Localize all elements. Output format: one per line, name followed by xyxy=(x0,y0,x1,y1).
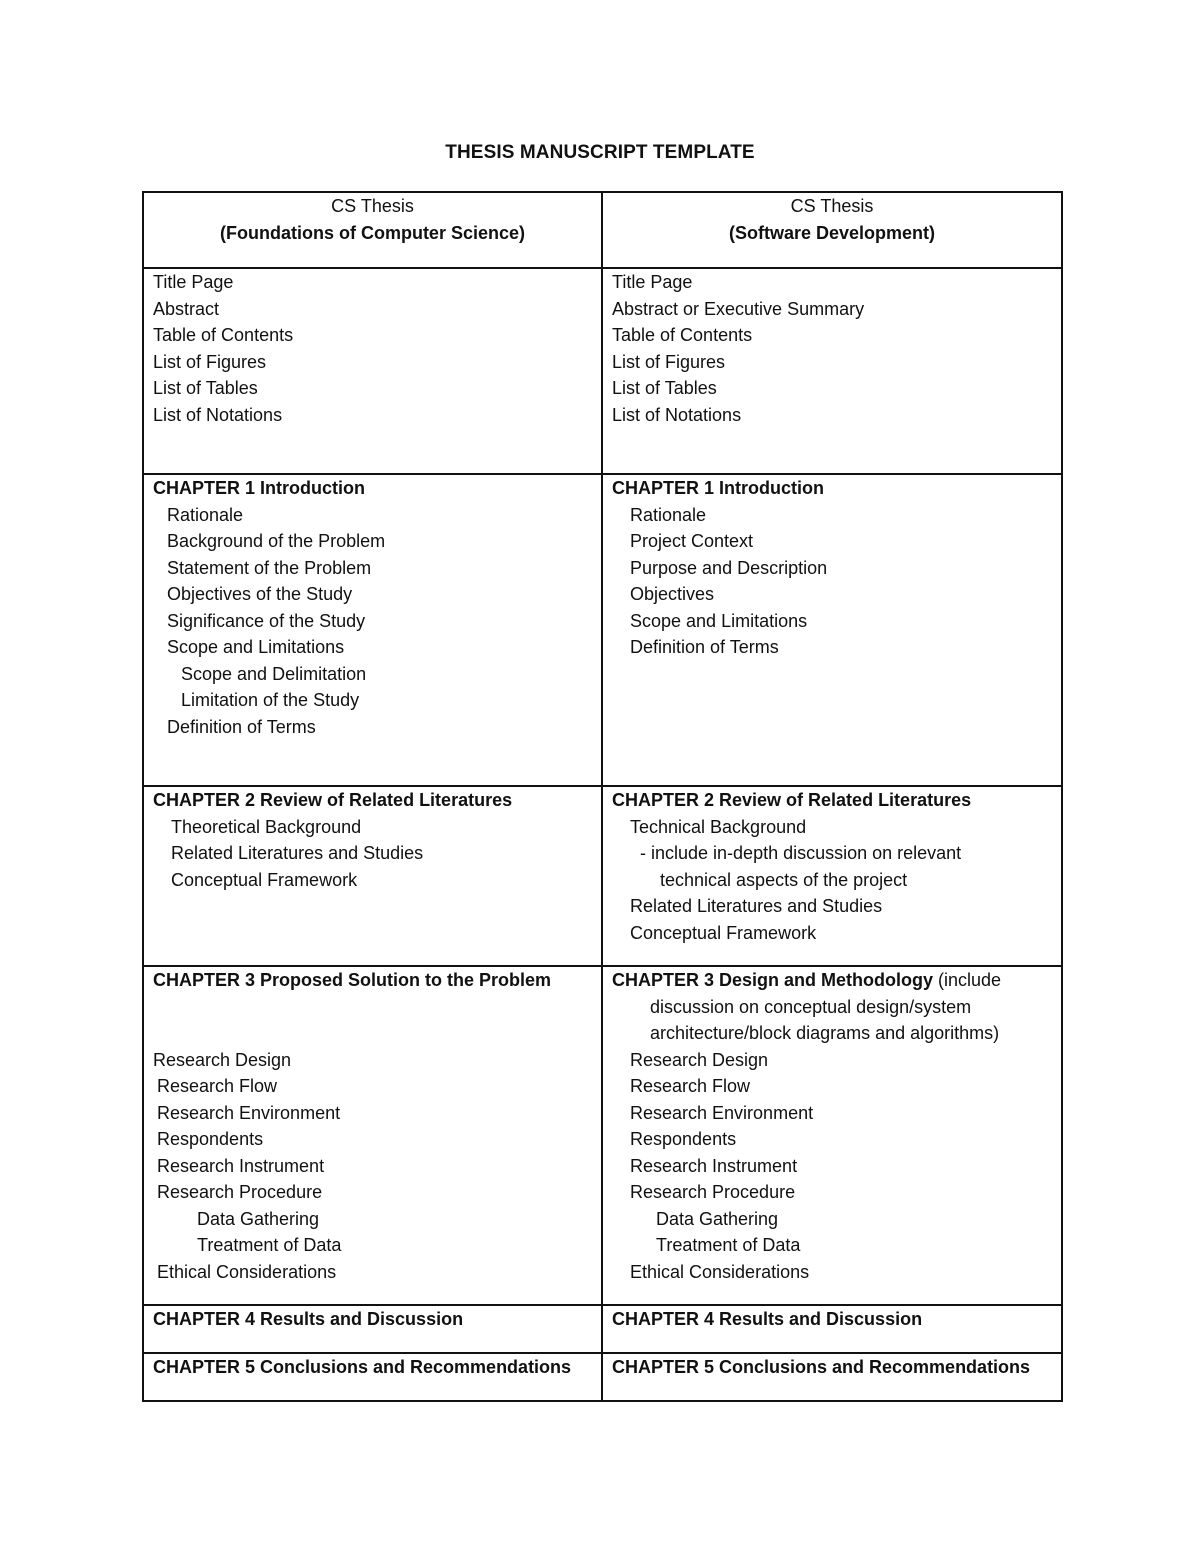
list-item: Conceptual Framework xyxy=(630,922,817,943)
chapter-title: CHAPTER 2 Review of Related Literatures xyxy=(153,790,513,810)
column-header-track: (Foundations of Computer Science) xyxy=(219,222,525,243)
list-item: List of Tables xyxy=(153,378,258,398)
chapter-title: CHAPTER 3 Design and Methodology xyxy=(612,970,934,990)
chapter-title: CHAPTER 5 Conclusions and Recommendations xyxy=(153,1357,572,1377)
list-item: Title Page xyxy=(153,272,234,292)
list-item: Definition of Terms xyxy=(167,716,316,737)
chapter-5-cell-software xyxy=(602,1353,1062,1401)
list-item: Ethical Considerations xyxy=(630,1261,810,1282)
list-item: Rationale xyxy=(630,504,707,525)
spacer xyxy=(153,994,592,1047)
list-item: List of Tables xyxy=(612,378,717,398)
chapter-3-cell-software xyxy=(602,966,1062,1305)
chapter-1-cell-foundations xyxy=(143,474,602,786)
list-item: Abstract xyxy=(153,298,220,319)
chapter-title: CHAPTER 5 Conclusions and Recommendations xyxy=(612,1357,1031,1377)
chapter-4-cell-foundations xyxy=(143,1305,602,1353)
list-item: Research Design xyxy=(630,1049,769,1070)
list-item: Scope and Limitations xyxy=(167,637,345,657)
chapter-title: CHAPTER 4 Results and Discussion xyxy=(153,1309,464,1329)
front-matter-cell-software xyxy=(602,268,1062,474)
chapter-1-cell-software xyxy=(602,474,1062,786)
thesis-template-table xyxy=(142,191,1063,1402)
list-item: Research Instrument xyxy=(630,1155,798,1176)
list-item: Related Literatures and Studies xyxy=(171,843,424,863)
list-item: Respondents xyxy=(630,1129,737,1149)
note-text: discussion on conceptual design/system xyxy=(650,996,972,1017)
list-item: Significance of the Study xyxy=(167,610,366,631)
list-item: Respondents xyxy=(157,1129,264,1149)
chapter-1-row xyxy=(143,474,1062,786)
note-text: architecture/block diagrams and algorithms) xyxy=(650,1023,1000,1043)
list-item: Ethical Considerations xyxy=(157,1261,337,1282)
list-item: List of Figures xyxy=(612,351,726,372)
list-item: Objectives xyxy=(630,584,715,604)
note-text: - include in-depth discussion on relevant xyxy=(640,843,962,863)
list-item: Abstract or Executive Summary xyxy=(612,298,865,319)
list-item: Background of the Problem xyxy=(167,531,386,551)
sub-list-item: Data Gathering xyxy=(656,1208,779,1229)
column-header-track: (Software Development) xyxy=(728,222,936,243)
list-item: Related Literatures and Studies xyxy=(630,896,883,916)
list-item: List of Notations xyxy=(153,404,283,425)
chapter-2-cell-foundations xyxy=(143,786,602,966)
list-item: Scope and Limitations xyxy=(630,610,808,631)
chapter-5-cell-foundations xyxy=(143,1353,602,1401)
chapter-title: CHAPTER 1 Introduction xyxy=(612,478,824,498)
chapter-3-row xyxy=(143,966,1062,1305)
header-row xyxy=(143,192,1062,268)
list-item: Purpose and Description xyxy=(630,557,828,578)
chapter-5-row xyxy=(143,1353,1062,1401)
list-item: Research Environment xyxy=(630,1102,814,1123)
header-cell-foundations xyxy=(143,192,602,268)
note-text: technical aspects of the project xyxy=(660,869,908,890)
list-item: Research Environment xyxy=(157,1102,341,1123)
column-header-label: CS Thesis xyxy=(331,196,414,216)
chapter-title: CHAPTER 3 Proposed Solution to the Problem xyxy=(153,970,552,990)
sub-list-item: Limitation of the Study xyxy=(181,690,360,710)
list-item: Title Page xyxy=(612,272,693,292)
list-item: Statement of the Problem xyxy=(167,557,372,578)
front-matter-cell-foundations xyxy=(143,268,602,474)
sub-list-item: Data Gathering xyxy=(197,1208,320,1229)
chapter-title-note: (include xyxy=(938,970,1002,990)
list-item: List of Notations xyxy=(612,404,742,425)
list-item: Table of Contents xyxy=(612,325,753,345)
document-title: THESIS MANUSCRIPT TEMPLATE xyxy=(445,142,755,163)
column-header-label: CS Thesis xyxy=(790,196,874,216)
front-matter-row xyxy=(143,268,1062,474)
list-item: Table of Contents xyxy=(153,325,294,345)
list-item: Research Flow xyxy=(157,1076,278,1096)
list-item: Objectives of the Study xyxy=(167,584,353,604)
list-item: Project Context xyxy=(630,531,754,551)
chapter-4-cell-software xyxy=(602,1305,1062,1353)
list-item: Research Procedure xyxy=(157,1182,323,1202)
list-item: Research Procedure xyxy=(630,1182,796,1202)
sub-list-item: Treatment of Data xyxy=(197,1235,342,1255)
list-item: Theoretical Background xyxy=(171,816,362,837)
list-item: List of Figures xyxy=(153,351,267,372)
header-cell-software xyxy=(602,192,1062,268)
list-item: Research Instrument xyxy=(157,1155,325,1176)
list-item: Rationale xyxy=(167,504,244,525)
list-item: Research Flow xyxy=(630,1076,751,1096)
sub-list-item: Treatment of Data xyxy=(656,1235,801,1255)
chapter-title: CHAPTER 1 Introduction xyxy=(153,478,365,498)
chapter-4-row xyxy=(143,1305,1062,1353)
sub-list-item: Scope and Delimitation xyxy=(181,663,367,684)
chapter-3-cell-foundations xyxy=(143,966,602,1305)
list-item: Definition of Terms xyxy=(630,637,779,657)
list-item: Technical Background xyxy=(630,816,807,837)
chapter-2-cell-software xyxy=(602,786,1062,966)
chapter-title: CHAPTER 2 Review of Related Literatures xyxy=(612,790,972,810)
list-item: Conceptual Framework xyxy=(171,869,358,890)
list-item: Research Design xyxy=(153,1049,292,1070)
chapter-2-row xyxy=(143,786,1062,966)
chapter-title: CHAPTER 4 Results and Discussion xyxy=(612,1309,923,1329)
